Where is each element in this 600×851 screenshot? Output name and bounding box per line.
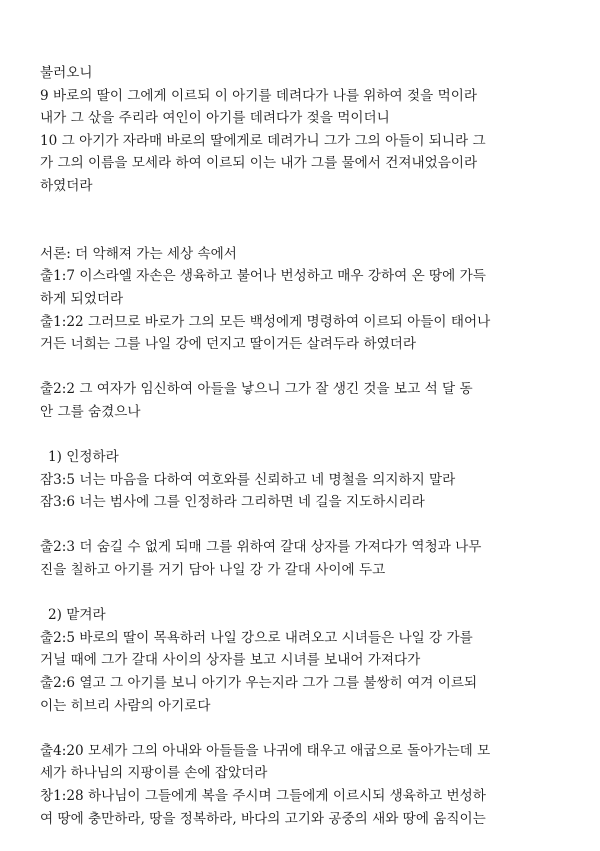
section-heading: 서론: 더 악해져 가는 세상 속에서 bbox=[40, 245, 237, 262]
text-line: 거닐 때에 그가 갈대 사이의 상자를 보고 시녀를 보내어 가져다가 bbox=[40, 652, 421, 669]
text-line: 출2:2 그 여자가 임신하여 아들을 낳으니 그가 잘 생긴 것을 보고 석 달 동 bbox=[40, 381, 473, 398]
text-line: 출1:22 그러므로 바로가 그의 모든 백성에게 명령하여 이르되 아들이 태어나 bbox=[40, 313, 491, 330]
text-line: 창1:28 하나님이 그들에게 복을 주시며 그들에게 이르시되 생육하고 번성하 bbox=[40, 788, 486, 804]
text-line: 안 그를 숨겼으나 bbox=[40, 403, 141, 420]
blank-line bbox=[40, 198, 544, 221]
blank-line bbox=[40, 356, 544, 379]
text-line: 내가 그 삯을 주리라 여인이 아기를 데려다가 젖을 먹이더니 bbox=[40, 110, 390, 127]
blank-line bbox=[40, 717, 544, 740]
point-heading: 1) 인정하라 bbox=[48, 449, 119, 466]
text-line: 잠3:6 너는 범사에 그를 인정하라 그리하면 네 길을 지도하시리라 bbox=[40, 494, 425, 511]
point-heading: 2) 맡겨라 bbox=[48, 607, 106, 624]
text-line: 9 바로의 딸이 그에게 이르되 이 아기를 데려다가 나를 위하여 젖을 먹이라 bbox=[40, 87, 477, 104]
text-line: 불러오니 bbox=[40, 65, 93, 81]
text-line: 가 그의 이름을 모세라 하여 이르되 이는 내가 그를 물에서 건져내었음이라 bbox=[40, 155, 478, 172]
text-line: 여 땅에 충만하라, 땅을 정복하라, 바다의 고기와 공중의 새와 땅에 움직이는 bbox=[40, 810, 486, 827]
text-line: 거든 너희는 그를 나일 강에 던지고 딸이거든 살려두라 하였더라 bbox=[40, 336, 416, 353]
text-line: 잠3:5 너는 마음을 다하여 여호와를 신뢰하고 네 명철을 의지하지 말라 bbox=[40, 471, 456, 488]
text-line: 하게 되었더라 bbox=[40, 290, 124, 307]
text-line: 출2:6 열고 그 아기를 보니 아기가 우는지라 그가 그를 불쌍히 여겨 이르되 bbox=[40, 675, 478, 692]
text-line: 출4:20 모세가 그의 아내와 아들들을 나귀에 태우고 애굽으로 돌아가는데 모 bbox=[40, 742, 491, 759]
blank-line bbox=[40, 220, 544, 243]
blank-line bbox=[40, 582, 544, 605]
text-line: 출2:5 바로의 딸이 목욕하러 나일 강으로 내려오고 시녀들은 나일 강 가를 bbox=[40, 629, 473, 646]
text-line: 10 그 아기가 자라매 바로의 딸에게로 데려가니 그가 그의 아들이 되니라 그 bbox=[40, 132, 486, 149]
text-line: 세가 하나님의 지팡이를 손에 잡았더라 bbox=[40, 765, 268, 782]
text-line: 이는 히브리 사람의 아기로다 bbox=[40, 697, 211, 714]
text-line: 하였더라 bbox=[40, 177, 93, 194]
blank-line bbox=[40, 424, 544, 447]
blank-line bbox=[40, 514, 544, 537]
text-line: 출1:7 이스라엘 자손은 생육하고 불어나 번성하고 매우 강하여 온 땅에 가득 bbox=[40, 268, 486, 285]
text-line: 출2:3 더 숨길 수 없게 되매 그를 위하여 갈대 상자를 가져다가 역청과 나무 bbox=[40, 539, 482, 556]
text-line: 진을 칠하고 아기를 거기 담아 나일 강 가 갈대 사이에 두고 bbox=[40, 562, 386, 579]
